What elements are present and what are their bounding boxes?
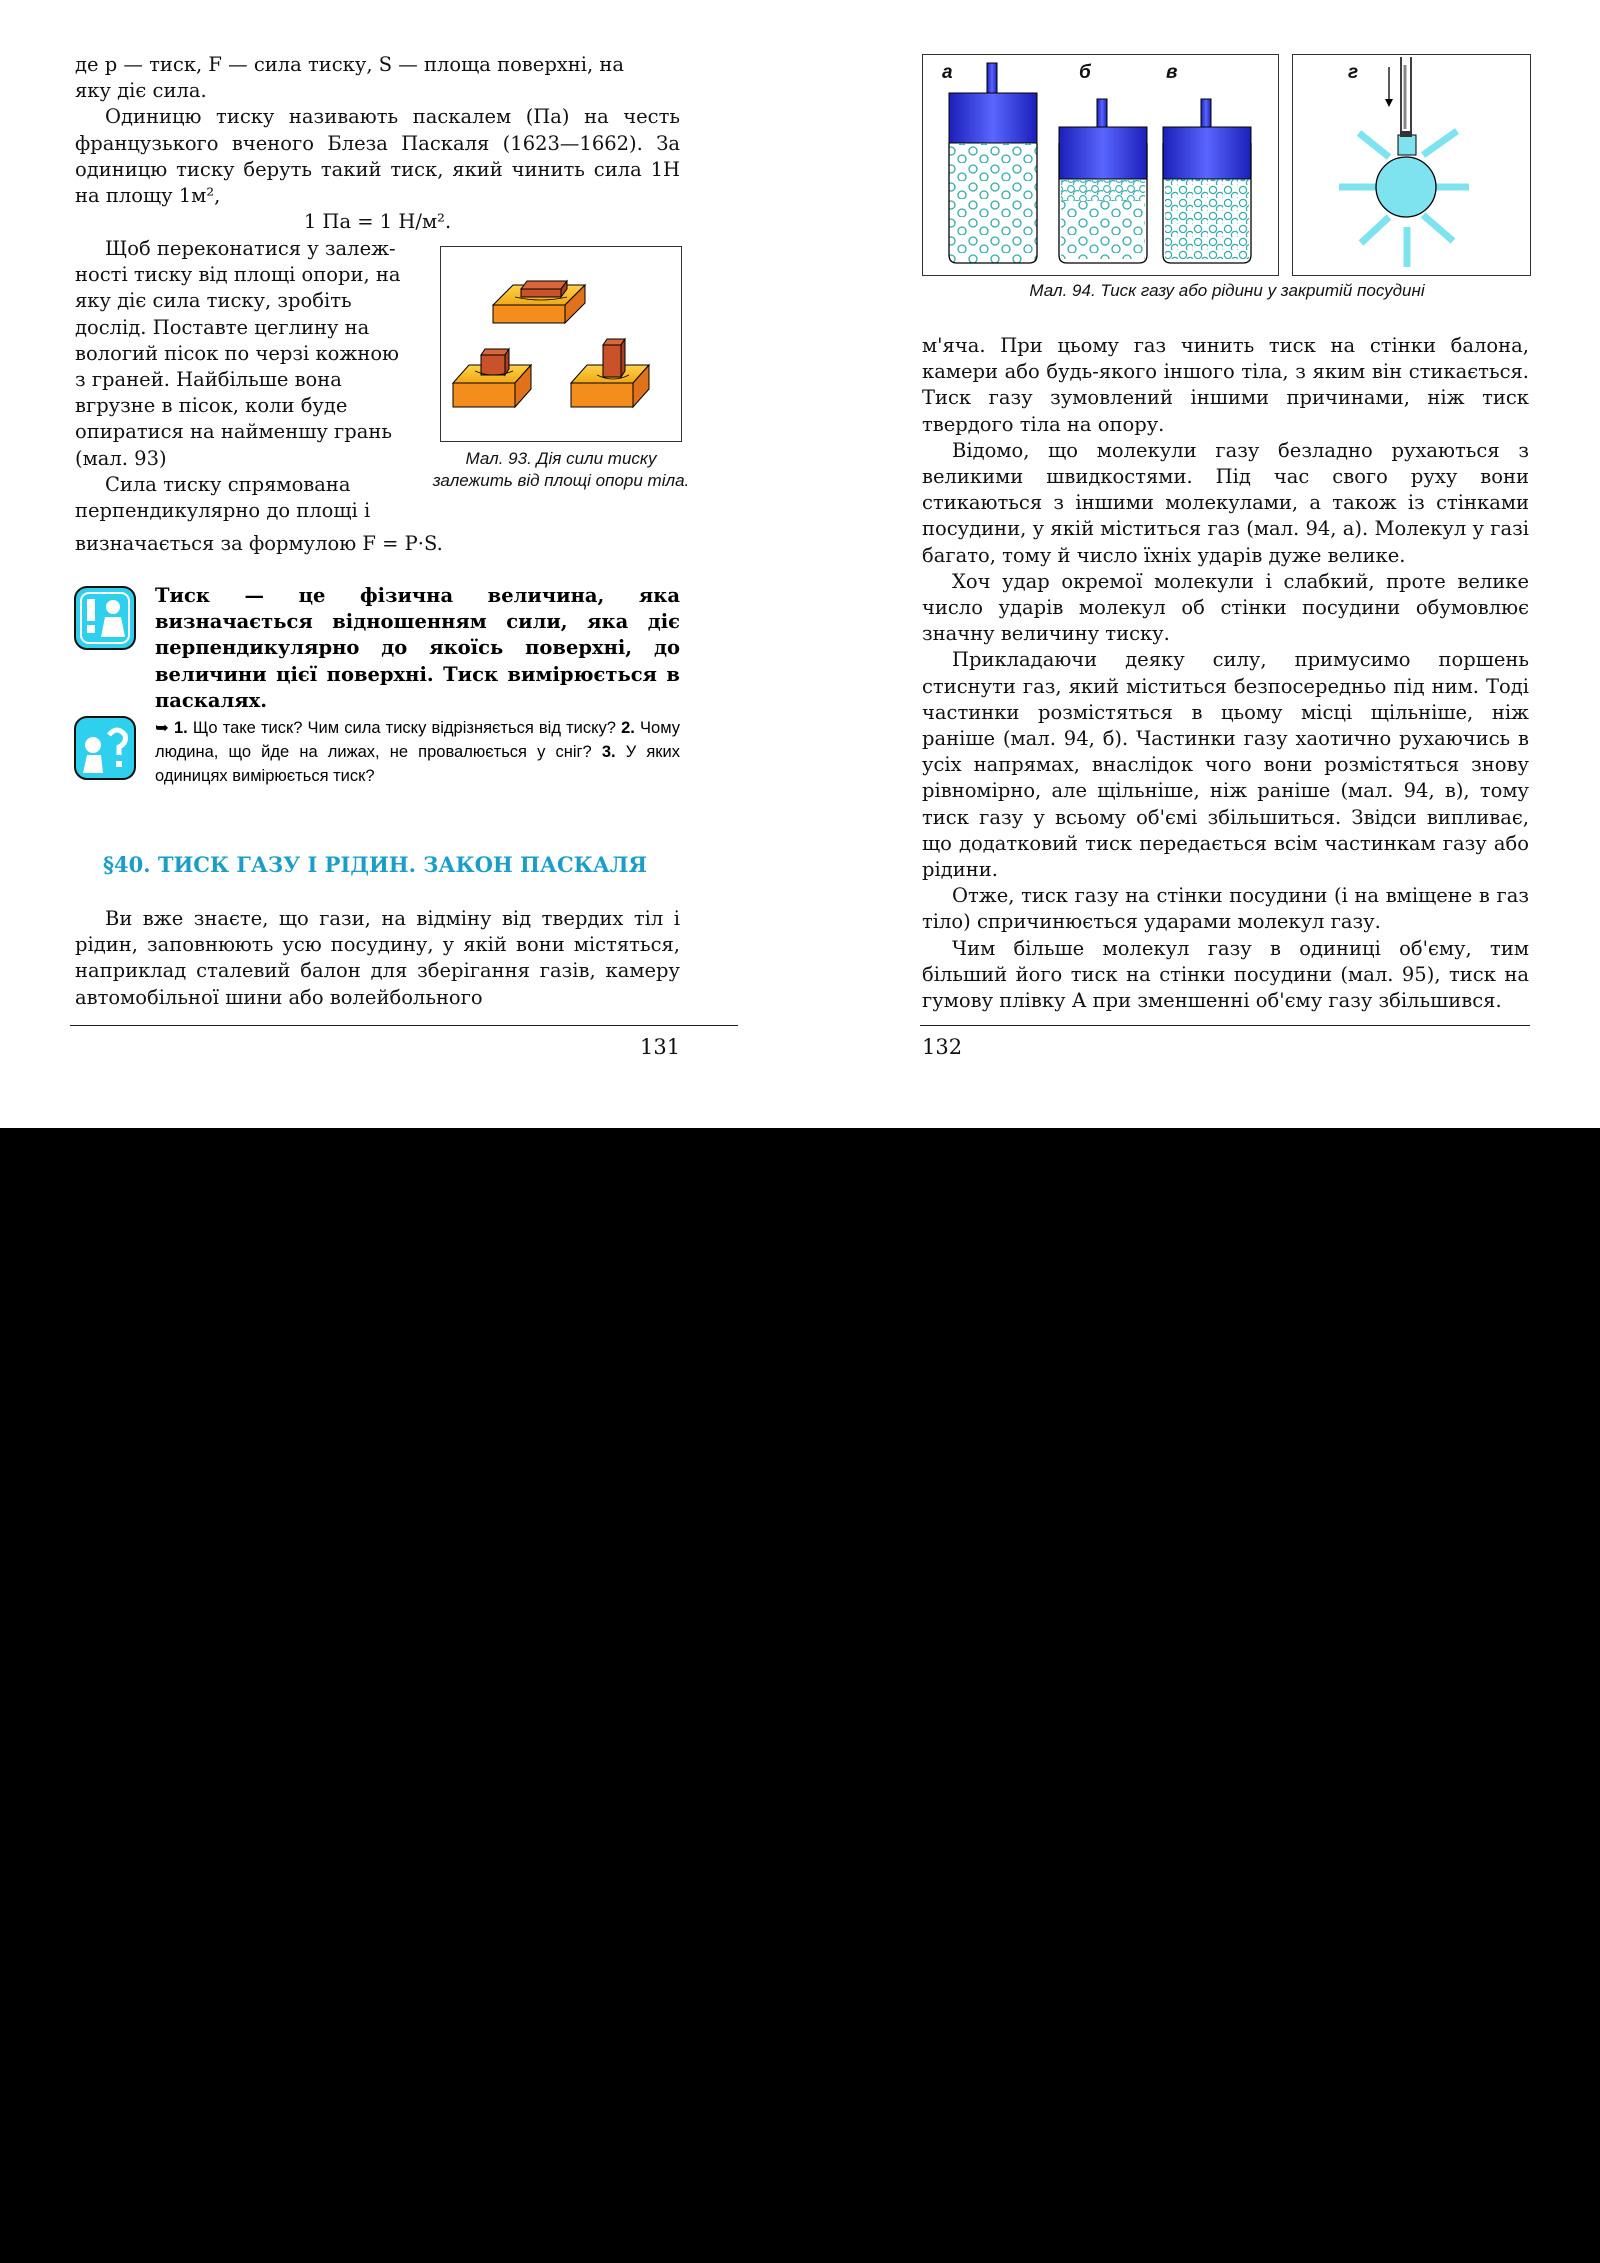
book-spread: [0, 0, 1600, 1128]
left-page: [0, 0, 800, 1128]
top-line-2: яку діє сила.: [75, 79, 207, 103]
section-heading: §40. ТИСК ГАЗУ І РІДИН. ЗАКОН ПАСКАЛЯ: [103, 852, 647, 877]
figure-94-containers: [922, 54, 1279, 276]
label-a: а: [942, 62, 953, 83]
page-rule-right: [920, 1025, 1530, 1026]
page-number-left: 131: [640, 1035, 681, 1059]
label-v: в: [1166, 62, 1178, 83]
attention-icon: [73, 585, 137, 651]
figure-93: [440, 246, 682, 442]
figure-93-caption: Мал. 93. Дія сили тиску залежить від площі опори тіла.: [432, 449, 690, 490]
top-line-1: де p — тиск, F — сила тиску, S — площа поверхні, на: [75, 53, 625, 76]
definition: Тиск — це фізична величина, яка визначається відношенням сили, яка діє перпендикулярно до якоїсь поверхні, до величини цієї поверхні. Тиск вимірюється в паскалях.: [155, 584, 680, 712]
label-g: г: [1348, 62, 1359, 83]
para-1: м'яча. При цьому газ чинить тиск на стінки балона, камери або будь-якого іншого тіла, з яким він стикається. Тиск газу зумовлений іншими причинами, ніж тиск твердого тіла на опору.: [922, 334, 1529, 436]
para-experiment: Щоб переконатися у залеж- ності тиску від площі опори, на яку діє сила тиску, зробіть дослід. Поставте цеглину на вологий пісок по черзі кожною з граней. Найбільше вона вгрузне в пісок, коли буде опиратися на найменшу грань (мал. 93) Сила тиску спрямована перпендикулярно до площі і: [75, 237, 401, 523]
para-3: Хоч удар окремої молекули і слабкий, проте велике число ударів молекул об стінки посудини обумовлює значну величину тиску.: [922, 569, 1529, 646]
questions: ➥ 1. Що таке тиск? Чим сила тиску відрізняється від тиску? 2. Чому людина, що йде на лижах, не провалюється у сніг? 3. У яких одиницях вимірюється тиск?: [155, 719, 680, 785]
question-icon: [73, 715, 137, 781]
para-unit: Одиницю тиску називають паскалем (Па) на честь французького вченого Блеза Паскаля (1623—1662). За одиницю тиску беруть такий тиск, який чинить сила 1Н на площу 1м²,: [75, 105, 680, 208]
page-rule-left: [70, 1025, 738, 1026]
page-number-right: 132: [922, 1035, 963, 1059]
right-text: [922, 333, 1529, 1014]
pascal-ball-illustration: [1293, 55, 1530, 275]
para-force-last: визначається за формулою F = P·S.: [75, 532, 443, 555]
figure-94-ball: [1292, 54, 1531, 276]
figure-94-caption: Мал. 94. Тиск газу або рідини у закритій посудині: [1029, 281, 1425, 300]
para-2: Відомо, що молекули газу безладно рухаються з великими швидкостями. Під час свого руху вони стикаються з іншими молекулами, а також із стінками посудини, у якій міститься газ (мал. 94, а). Молекул у газі багато, тому й число їхніх ударів дуже велике.: [922, 438, 1529, 567]
para-6: Чим більше молекул газу в одиниці об'єму, тим більший його тиск на стінки посудини (мал. 95), тиск на гумову плівку А при зменшенні об'єму газу збільшився.: [922, 936, 1529, 1013]
label-b: б: [1079, 62, 1091, 83]
right-page: [800, 0, 1600, 1128]
formula-unit: 1 Па = 1 Н/м².: [303, 210, 452, 234]
gas-containers-illustration: [923, 55, 1278, 275]
bricks-on-sand-illustration: [441, 247, 681, 441]
pointer-icon: ➥: [155, 719, 169, 737]
top-lines: [75, 52, 680, 235]
para-intro: Ви вже знаєте, що гази, на відміну від твердих тіл і рідин, заповнюють усю посудину, у якій вони містяться, наприклад сталевий балон для зберігання газів, камеру автомобільної шини або волейбольного: [75, 907, 680, 1009]
para-4: Прикладаючи деяку силу, примусимо поршень стиснути газ, який міститься безпосередньо під ним. Тоді частинки розмістяться в цьому місці щільніше, ніж раніше (мал. 94, б). Частинки газу хаотично рухаючись в усіх напрямах, внаслідок чого вони розмістяться знову рівномірно, але щільніше, ніж раніше (мал. 94, в), тому тиск газу у всьому об'ємі збільшиться. Звідси випливає, що додатковий тиск передається всім частинкам газу або рідини.: [922, 648, 1529, 882]
para-5: Отже, тиск газу на стінки посудини (і на вміщене в газ тіло) спричинюється ударами молекул газу.: [922, 884, 1529, 934]
